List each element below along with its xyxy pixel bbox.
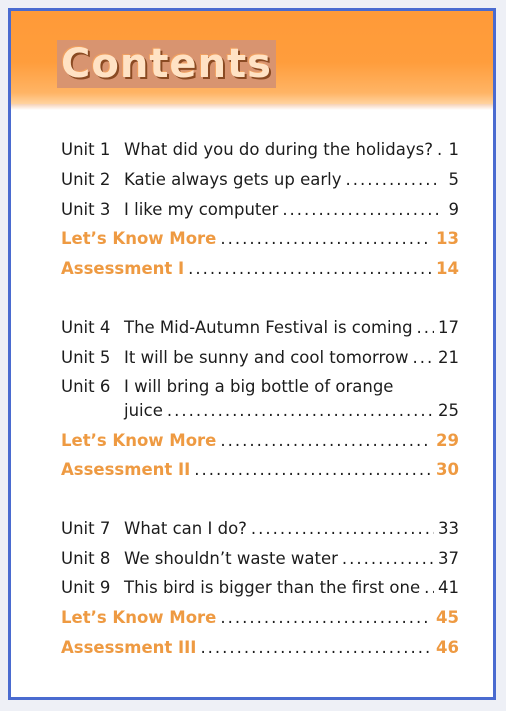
page-number: 46 <box>436 638 459 657</box>
page-number: 30 <box>436 460 459 479</box>
table-of-contents <box>11 11 493 697</box>
contents-page <box>8 8 496 700</box>
toc-entry-unit-5[interactable] <box>61 346 459 370</box>
entry-title: This bird is bigger than the first one <box>124 578 421 597</box>
toc-entry-unit-9[interactable] <box>61 576 459 600</box>
toc-entry-unit-3[interactable] <box>61 198 459 222</box>
entry-title: What did you do during the holidays? <box>124 140 433 159</box>
entry-title: Let’s Know More <box>61 608 217 627</box>
entry-title: Assessment III <box>61 638 197 657</box>
page-number: 29 <box>436 431 459 450</box>
leader-dots <box>188 257 432 281</box>
unit-number: Unit 4 <box>61 318 111 337</box>
entry-title: I will bring a big bottle of orange <box>124 377 394 396</box>
toc-entry-assessment-1[interactable] <box>61 257 459 281</box>
page-number: 13 <box>436 229 459 248</box>
toc-entry-assessment-2[interactable] <box>61 458 459 482</box>
page-number: 1 <box>448 140 459 159</box>
toc-entry-lets-know-more-2[interactable] <box>61 429 459 453</box>
toc-entry-unit-7[interactable] <box>61 517 459 541</box>
leader-dots <box>194 458 432 482</box>
leader-dots <box>220 606 432 630</box>
unit-number: Unit 3 <box>61 200 111 219</box>
toc-entry-unit-8[interactable] <box>61 547 459 571</box>
unit-number: Unit 8 <box>61 549 111 568</box>
leader-dots <box>282 198 441 222</box>
entry-title: The Mid-Autumn Festival is coming <box>124 318 413 337</box>
unit-number: Unit 6 <box>61 377 111 396</box>
toc-entry-unit-4[interactable] <box>61 316 459 340</box>
leader-dots <box>437 138 441 162</box>
page-number: 17 <box>438 318 459 337</box>
entry-title: We shouldn’t waste water <box>124 549 338 568</box>
page-number: 33 <box>438 519 459 538</box>
entry-title: Let’s Know More <box>61 229 217 248</box>
unit-number: Unit 5 <box>61 348 111 367</box>
page-number: 37 <box>438 549 459 568</box>
entry-title: Katie always gets up early <box>124 170 342 189</box>
leader-dots <box>342 547 434 571</box>
entry-title: Assessment II <box>61 460 191 479</box>
toc-entry-assessment-3[interactable] <box>61 636 459 660</box>
entry-title: It will be sunny and cool tomorrow <box>124 348 409 367</box>
leader-dots <box>251 517 434 541</box>
page-number: 9 <box>448 200 459 219</box>
leader-dots <box>413 346 434 370</box>
unit-number: Unit 9 <box>61 578 111 597</box>
page-number: 5 <box>448 170 459 189</box>
leader-dots <box>220 429 432 453</box>
entry-title: Assessment I <box>61 259 185 278</box>
page-number: 25 <box>438 401 459 420</box>
toc-entry-unit-2[interactable] <box>61 168 459 192</box>
entry-title: I like my computer <box>124 200 279 219</box>
unit-number: Unit 7 <box>61 519 111 538</box>
page-number: 21 <box>438 348 459 367</box>
leader-dots <box>200 636 432 660</box>
entry-title-continued: juice <box>124 401 163 420</box>
leader-dots <box>220 227 432 251</box>
toc-entry-lets-know-more-3[interactable] <box>61 606 459 630</box>
entry-title: What can I do? <box>124 519 247 538</box>
leader-dots <box>417 316 434 340</box>
unit-number: Unit 2 <box>61 170 111 189</box>
leader-dots <box>167 399 434 423</box>
toc-entry-lets-know-more-1[interactable] <box>61 227 459 251</box>
toc-entry-unit-6[interactable] <box>61 375 459 423</box>
unit-number: Unit 1 <box>61 140 111 159</box>
page-number: 45 <box>436 608 459 627</box>
page-number: 14 <box>436 259 459 278</box>
page-title: Contents <box>57 40 276 88</box>
leader-dots <box>346 168 441 192</box>
entry-title: Let’s Know More <box>61 431 217 450</box>
page-number: 41 <box>438 578 459 597</box>
leader-dots <box>424 576 434 600</box>
toc-entry-unit-1[interactable] <box>61 138 459 162</box>
